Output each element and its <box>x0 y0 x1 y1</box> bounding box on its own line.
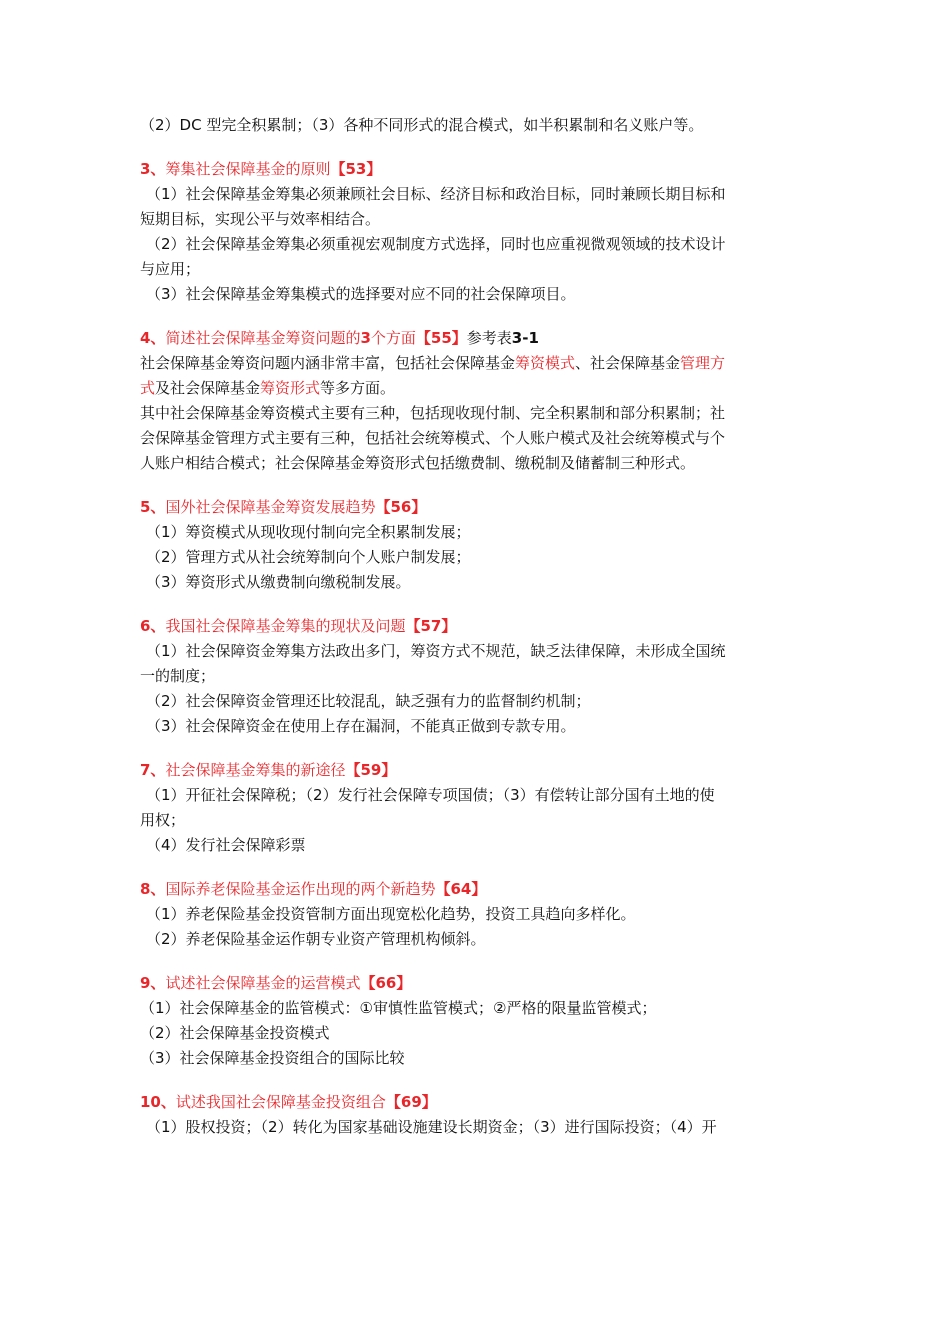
section-number: 3、 <box>140 160 166 178</box>
body-line: 其中社会保障基金筹资模式主要有三种，包括现收现付制、完全积累制和部分积累制；社 <box>140 404 726 422</box>
highlight-term: 管理方 <box>680 354 726 372</box>
section-title: 国外社会保障基金筹资发展趋势 <box>165 498 376 516</box>
section-title: 我国社会保障基金筹集的现状及问题 <box>165 617 406 635</box>
body-line: （3）社会保障资金在使用上存在漏洞，不能真正做到专款专用。 <box>146 717 576 735</box>
text-run: 等多方面。 <box>320 379 396 397</box>
text-run: 社会保障基金筹资问题内涵非常丰富，包括社会保障基金 <box>140 354 516 372</box>
body-line: （1）股权投资；（2）转化为国家基础设施建设长期资金；（3）进行国际投资；（4）开 <box>146 1118 717 1136</box>
body-line: 与应用； <box>140 260 201 278</box>
section-4 <box>140 326 810 476</box>
section-number: 7、 <box>140 761 166 779</box>
section-title: 社会保障基金筹集的新途径 <box>165 761 346 779</box>
body-line: 会保障基金管理方式主要有三种，包括社会统筹模式、个人账户模式及社会统筹模式与个 <box>140 429 726 447</box>
section-number: 10、 <box>140 1093 176 1111</box>
page-reference: 【64】 <box>435 880 487 898</box>
section-6-heading <box>140 614 810 639</box>
body-line: （2）管理方式从社会统筹制向个人账户制发展； <box>146 548 471 566</box>
section-title-suffix: 个方面 <box>370 329 416 347</box>
section-3 <box>140 157 810 307</box>
section-title: 简述社会保障基金筹资问题的 <box>165 329 361 347</box>
section-5 <box>140 495 810 595</box>
section-3-heading <box>140 157 810 182</box>
body-line: 人账户相结合模式；社会保障基金筹资形式包括缴费制、缴税制及储蓄制三种形式。 <box>140 454 696 472</box>
body-line: （3）筹资形式从缴费制向缴税制发展。 <box>146 573 411 591</box>
section-8 <box>140 877 810 952</box>
section-5-heading <box>140 495 810 520</box>
body-line: （2）社会保障基金筹集必须重视宏观制度方式选择，同时也应重视微观领域的技术设计 <box>146 235 726 253</box>
table-reference-number: 3-1 <box>511 329 539 347</box>
section-9-heading <box>140 971 810 996</box>
body-line: （2）社会保障基金投资模式 <box>140 1024 330 1042</box>
section-6 <box>140 614 810 739</box>
page-reference: 【57】 <box>405 617 457 635</box>
body-line: （4）发行社会保障彩票 <box>146 836 306 854</box>
highlight-term: 式 <box>140 379 156 397</box>
document-page <box>140 113 810 1140</box>
intro-section <box>140 113 810 138</box>
section-title: 试述我国社会保障基金投资组合 <box>175 1093 386 1111</box>
body-line: （1）开征社会保障税；（2）发行社会保障专项国债；（3）有偿转让部分国有土地的使 <box>146 786 715 804</box>
page-reference: 【53】 <box>330 160 382 178</box>
section-number: 4、 <box>140 329 166 347</box>
section-number: 9、 <box>140 974 166 992</box>
body-line: （3）社会保障基金筹集模式的选择要对应不同的社会保障项目。 <box>146 285 576 303</box>
body-line: 一的制度； <box>140 667 216 685</box>
body-line: （1）养老保险基金投资管制方面出现宽松化趋势，投资工具趋向多样化。 <box>146 905 636 923</box>
section-4-heading <box>140 326 810 351</box>
body-line <box>140 351 810 376</box>
section-number: 5、 <box>140 498 166 516</box>
section-7 <box>140 758 810 858</box>
body-line: 短期目标，实现公平与效率相结合。 <box>140 210 381 228</box>
section-number: 8、 <box>140 880 166 898</box>
section-title: 试述社会保障基金的运营模式 <box>165 974 361 992</box>
section-8-heading <box>140 877 810 902</box>
body-line <box>140 376 810 401</box>
body-line: （3）社会保障基金投资组合的国际比较 <box>140 1049 405 1067</box>
text-run: 、社会保障基金 <box>575 354 681 372</box>
section-10 <box>140 1090 810 1140</box>
table-reference-text: 参考表 <box>466 329 512 347</box>
highlight-term: 筹资形式 <box>260 379 321 397</box>
section-7-heading <box>140 758 810 783</box>
body-line: （1）社会保障基金的监管模式：①审慎性监管模式；②严格的限量监管模式； <box>140 999 657 1017</box>
section-title: 筹集社会保障基金的原则 <box>165 160 331 178</box>
page-reference: 【55】 <box>415 329 467 347</box>
page-reference: 【69】 <box>385 1093 437 1111</box>
section-title-number: 3 <box>360 329 371 347</box>
page-reference: 【59】 <box>345 761 397 779</box>
section-title: 国际养老保险基金运作出现的两个新趋势 <box>165 880 436 898</box>
section-9 <box>140 971 810 1071</box>
page-reference: 【66】 <box>360 974 412 992</box>
table-reference <box>467 329 539 347</box>
body-line: 用权； <box>140 811 186 829</box>
highlight-term: 筹资模式 <box>515 354 576 372</box>
body-line: （1）社会保障资金筹集方法政出多门，筹资方式不规范，缺乏法律保障，未形成全国统 <box>146 642 726 660</box>
section-10-heading <box>140 1090 810 1115</box>
text-run: 及社会保障基金 <box>155 379 261 397</box>
page-reference: 【56】 <box>375 498 427 516</box>
body-line: （1）社会保障基金筹集必须兼顾社会目标、经济目标和政治目标，同时兼顾长期目标和 <box>146 185 726 203</box>
intro-line: （2）DC 型完全积累制；（3）各种不同形式的混合模式，如半积累制和名义账户等。 <box>140 116 704 134</box>
body-line: （2）社会保障资金管理还比较混乱，缺乏强有力的监督制约机制； <box>146 692 591 710</box>
body-line: （1）筹资模式从现收现付制向完全积累制发展； <box>146 523 471 541</box>
body-line: （2）养老保险基金运作朝专业资产管理机构倾斜。 <box>146 930 486 948</box>
section-number: 6、 <box>140 617 166 635</box>
